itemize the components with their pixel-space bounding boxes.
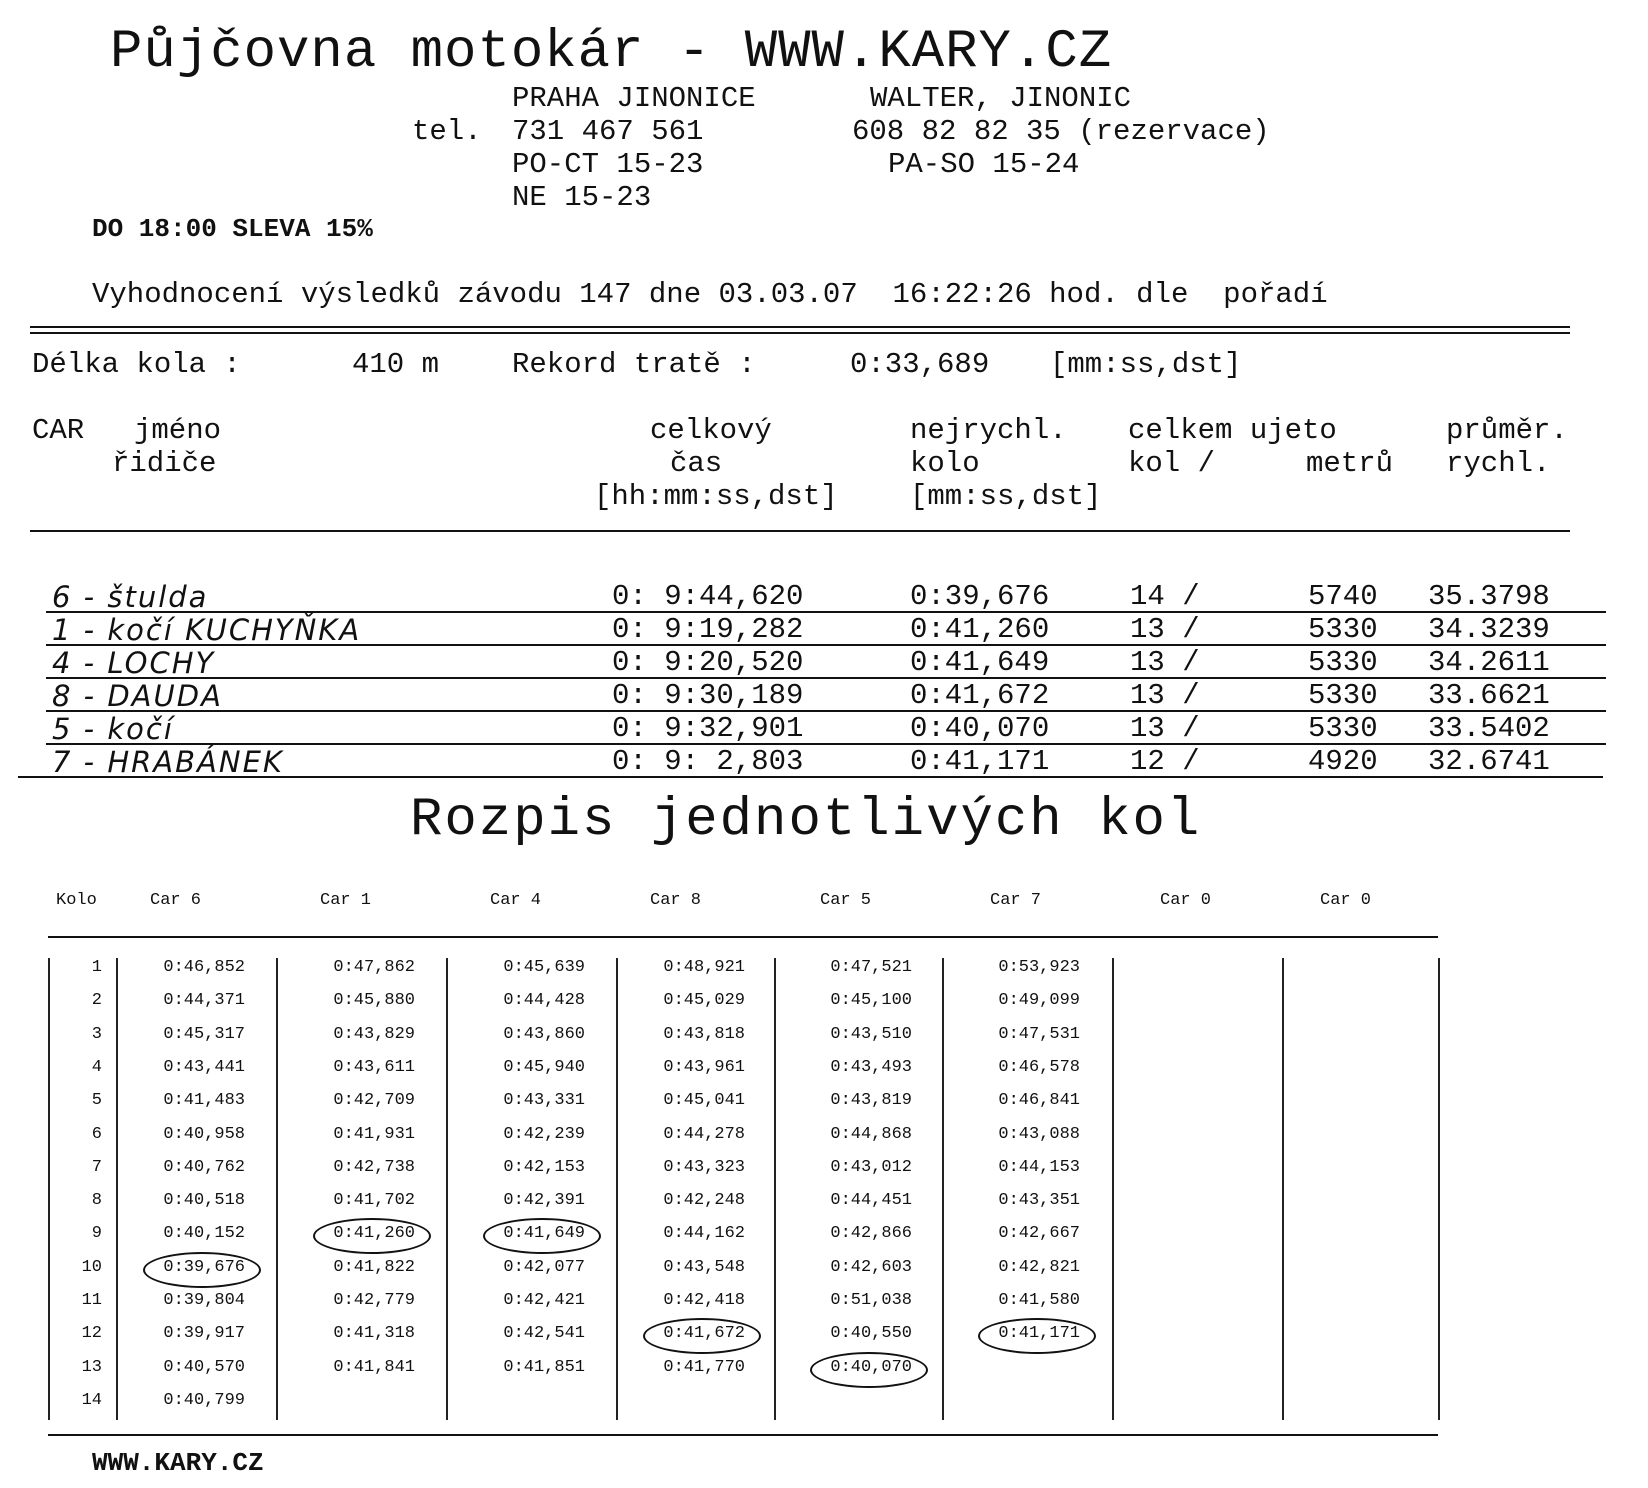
lap-time: 0:41,702 xyxy=(333,1191,415,1211)
lap-time: 0:41,770 xyxy=(663,1357,745,1377)
lap-number: 6 xyxy=(91,1124,102,1144)
lap-time: 0:44,153 xyxy=(998,1157,1080,1177)
lap-time: 0:45,041 xyxy=(663,1091,745,1111)
fastest-lap: 0:40,070 xyxy=(910,712,1050,745)
lap-time: 0:43,961 xyxy=(663,1057,745,1077)
lap-time: 0:40,070 xyxy=(830,1357,912,1377)
divider xyxy=(30,332,1570,334)
lap-time: 0:40,958 xyxy=(163,1124,245,1144)
meters: 5330 xyxy=(1308,679,1378,712)
lap-length-label: Délka kola : xyxy=(32,348,241,381)
lap-time: 0:42,391 xyxy=(503,1191,585,1211)
lap-time: 0:46,852 xyxy=(163,958,245,977)
fastest-lap: 0:41,171 xyxy=(910,745,1050,778)
lap-number: 13 xyxy=(81,1357,102,1377)
column-separator xyxy=(116,958,118,1420)
lap-time: 0:43,323 xyxy=(663,1157,745,1177)
col-avg-2: rychl. xyxy=(1446,447,1551,480)
lap-number: 8 xyxy=(91,1191,102,1211)
driver-name: 5 - kočí xyxy=(52,712,174,746)
best-lap-circle xyxy=(143,1252,261,1288)
lap-time: 0:41,841 xyxy=(333,1357,415,1377)
lap-time: 0:42,667 xyxy=(998,1224,1080,1244)
lap-time: 0:43,818 xyxy=(663,1024,745,1044)
lap-time: 0:47,531 xyxy=(998,1024,1080,1044)
record-value: 0:33,689 xyxy=(850,348,990,381)
discount-note: DO 18:00 SLEVA 15% xyxy=(92,214,373,244)
col-car: CAR xyxy=(32,414,85,447)
total-time: 0: 9: 2,803 xyxy=(612,745,804,778)
lap-time: 0:41,580 xyxy=(998,1291,1080,1310)
lap-time: 0:43,510 xyxy=(830,1024,912,1044)
lap-time: 0:47,862 xyxy=(333,958,415,977)
result-row xyxy=(0,580,1648,613)
lap-time: 0:42,248 xyxy=(663,1191,745,1211)
lap-time: 0:42,077 xyxy=(503,1257,585,1277)
hours-1: PO-CT 15-23 xyxy=(512,148,704,181)
col-total-2: čas xyxy=(670,447,723,480)
lap-time: 0:39,676 xyxy=(163,1257,245,1277)
lap-time: 0:42,821 xyxy=(998,1257,1080,1277)
lap-number: 2 xyxy=(91,991,102,1011)
lap-time: 0:41,171 xyxy=(998,1324,1080,1344)
lap-col-header: Kolo xyxy=(56,891,97,910)
col-total-3: [hh:mm:ss,dst] xyxy=(594,480,838,513)
lap-time: 0:41,649 xyxy=(503,1224,585,1244)
lap-time: 0:45,317 xyxy=(163,1024,245,1044)
car-col-header: Car 1 xyxy=(320,891,372,910)
lap-number: 4 xyxy=(91,1057,102,1077)
lap-time: 0:41,260 xyxy=(333,1224,415,1244)
lap-time: 0:43,819 xyxy=(830,1091,912,1111)
car-col-header: Car 0 xyxy=(1320,891,1372,910)
total-time: 0: 9:20,520 xyxy=(612,646,804,679)
hours-2: PA-SO 15-24 xyxy=(888,148,1080,181)
lap-time: 0:43,829 xyxy=(333,1024,415,1044)
lap-time: 0:41,931 xyxy=(333,1124,415,1144)
car-col-header: Car 6 xyxy=(150,891,202,910)
lap-time: 0:42,153 xyxy=(503,1157,585,1177)
col-laps: celkem ujeto xyxy=(1128,414,1337,447)
lap-time: 0:41,318 xyxy=(333,1324,415,1344)
driver-name: 8 - DAUDA xyxy=(52,679,223,713)
lap-time: 0:42,541 xyxy=(503,1324,585,1344)
lap-time: 0:45,880 xyxy=(333,991,415,1011)
lap-time: 0:44,451 xyxy=(830,1191,912,1211)
hours-3: NE 15-23 xyxy=(512,181,652,214)
lap-number: 14 xyxy=(81,1390,102,1410)
column-separator xyxy=(1112,958,1114,1420)
col-avg: průměr. xyxy=(1446,414,1568,447)
meters: 5330 xyxy=(1308,646,1378,679)
lap-time: 0:39,917 xyxy=(163,1324,245,1344)
lap-time: 0:40,550 xyxy=(830,1324,912,1344)
avg-speed: 32.6741 xyxy=(1428,745,1550,778)
avg-speed: 33.6621 xyxy=(1428,679,1550,712)
lap-time: 0:44,868 xyxy=(830,1124,912,1144)
best-lap-circle xyxy=(810,1352,928,1388)
lap-time: 0:46,841 xyxy=(998,1091,1080,1111)
meters: 5330 xyxy=(1308,613,1378,646)
lap-time: 0:42,603 xyxy=(830,1257,912,1277)
avg-speed: 34.3239 xyxy=(1428,613,1550,646)
lap-time: 0:43,860 xyxy=(503,1024,585,1044)
lap-time: 0:43,088 xyxy=(998,1124,1080,1144)
avg-speed: 35.3798 xyxy=(1428,580,1550,613)
total-time: 0: 9:32,901 xyxy=(612,712,804,745)
divider xyxy=(30,326,1570,328)
result-row xyxy=(0,646,1648,679)
record-unit: [mm:ss,dst] xyxy=(1050,348,1242,381)
phone-1: 731 467 561 xyxy=(512,115,704,148)
laps-count: 12 / xyxy=(1130,745,1200,778)
lap-time: 0:42,779 xyxy=(333,1291,415,1310)
lap-number: 9 xyxy=(91,1224,102,1244)
divider xyxy=(30,530,1570,532)
column-separator xyxy=(446,958,448,1420)
location-1: PRAHA JINONICE xyxy=(512,82,756,115)
lap-time: 0:48,921 xyxy=(663,958,745,977)
meters: 5740 xyxy=(1308,580,1378,613)
page-title: Půjčovna motokár - WWW.KARY.CZ xyxy=(110,22,1113,83)
fastest-lap: 0:41,260 xyxy=(910,613,1050,646)
laps-title: Rozpis jednotlivých kol xyxy=(410,790,1202,851)
result-row xyxy=(0,613,1648,646)
fastest-lap: 0:39,676 xyxy=(910,580,1050,613)
lap-time: 0:44,371 xyxy=(163,991,245,1011)
lap-time: 0:43,331 xyxy=(503,1091,585,1111)
meters: 5330 xyxy=(1308,712,1378,745)
column-separator xyxy=(48,958,50,1420)
phone-2: 608 82 82 35 (rezervace) xyxy=(852,115,1270,148)
lap-time: 0:43,012 xyxy=(830,1157,912,1177)
result-row xyxy=(0,745,1648,778)
lap-time: 0:40,762 xyxy=(163,1157,245,1177)
meters: 4920 xyxy=(1308,745,1378,778)
col-fastest-2: kolo xyxy=(910,447,980,480)
lap-time: 0:41,822 xyxy=(333,1257,415,1277)
total-time: 0: 9:19,282 xyxy=(612,613,804,646)
lap-time: 0:47,521 xyxy=(830,958,912,977)
total-time: 0: 9:30,189 xyxy=(612,679,804,712)
lap-time: 0:39,804 xyxy=(163,1291,245,1310)
lap-time: 0:42,239 xyxy=(503,1124,585,1144)
driver-name: 1 - kočí KUCHYŇKA xyxy=(52,613,362,647)
lap-time: 0:43,611 xyxy=(333,1057,415,1077)
lap-time: 0:45,100 xyxy=(830,991,912,1011)
lap-time: 0:42,866 xyxy=(830,1224,912,1244)
lap-time: 0:41,851 xyxy=(503,1357,585,1377)
lap-number: 10 xyxy=(81,1257,102,1277)
total-time: 0: 9:44,620 xyxy=(612,580,804,613)
avg-speed: 33.5402 xyxy=(1428,712,1550,745)
column-separator xyxy=(616,958,618,1420)
laps-count: 13 / xyxy=(1130,712,1200,745)
col-driver: jméno xyxy=(134,414,222,447)
location-2: WALTER, JINONIC xyxy=(870,82,1132,115)
lap-number: 7 xyxy=(91,1157,102,1177)
laps-count: 13 / xyxy=(1130,646,1200,679)
lap-time: 0:41,483 xyxy=(163,1091,245,1111)
col-total: celkový xyxy=(650,414,772,447)
lap-time: 0:44,278 xyxy=(663,1124,745,1144)
phone-label: tel. xyxy=(412,115,482,148)
lap-time: 0:49,099 xyxy=(998,991,1080,1011)
lap-time: 0:40,152 xyxy=(163,1224,245,1244)
lap-time: 0:42,421 xyxy=(503,1291,585,1310)
record-label: Rekord tratě : xyxy=(512,348,756,381)
laps-count: 13 / xyxy=(1130,679,1200,712)
col-fastest: nejrychl. xyxy=(910,414,1067,447)
col-meters: metrů xyxy=(1306,447,1394,480)
evaluation-line: Vyhodnocení výsledků závodu 147 dne 03.03.07 16:22:26 hod. dle pořadí xyxy=(92,278,1328,311)
lap-number: 3 xyxy=(91,1024,102,1044)
lap-time: 0:43,441 xyxy=(163,1057,245,1077)
col-driver-2: řidiče xyxy=(112,447,217,480)
lap-length-value: 410 m xyxy=(352,348,440,381)
lap-time: 0:40,518 xyxy=(163,1191,245,1211)
column-separator xyxy=(1282,958,1284,1420)
laps-count: 14 / xyxy=(1130,580,1200,613)
car-col-header: Car 7 xyxy=(990,891,1042,910)
column-separator xyxy=(276,958,278,1420)
driver-name: 7 - HRABÁNEK xyxy=(52,745,284,779)
col-laps-2: kol / xyxy=(1128,447,1216,480)
laps-count: 13 / xyxy=(1130,613,1200,646)
car-col-header: Car 0 xyxy=(1160,891,1212,910)
avg-speed: 34.2611 xyxy=(1428,646,1550,679)
car-col-header: Car 8 xyxy=(650,891,702,910)
lap-time: 0:44,428 xyxy=(503,991,585,1011)
fastest-lap: 0:41,672 xyxy=(910,679,1050,712)
lap-time: 0:41,672 xyxy=(663,1324,745,1344)
column-separator xyxy=(1438,958,1440,1420)
lap-number: 1 xyxy=(91,958,102,977)
lap-time: 0:42,738 xyxy=(333,1157,415,1177)
lap-time: 0:40,799 xyxy=(163,1390,245,1410)
result-row xyxy=(0,679,1648,712)
lap-number: 5 xyxy=(91,1091,102,1111)
column-separator xyxy=(942,958,944,1420)
col-fastest-3: [mm:ss,dst] xyxy=(910,480,1102,513)
lap-time: 0:42,709 xyxy=(333,1091,415,1111)
car-col-header: Car 5 xyxy=(820,891,872,910)
lap-number: 12 xyxy=(81,1324,102,1344)
driver-name: 4 - LOCHY xyxy=(52,646,216,680)
lap-time: 0:46,578 xyxy=(998,1057,1080,1077)
lap-number: 11 xyxy=(81,1291,102,1310)
lap-time: 0:43,493 xyxy=(830,1057,912,1077)
footer-url: WWW.KARY.CZ xyxy=(92,1448,264,1478)
lap-time: 0:45,940 xyxy=(503,1057,585,1077)
column-separator xyxy=(774,958,776,1420)
driver-name: 6 - štulda xyxy=(52,580,209,614)
lap-time: 0:44,162 xyxy=(663,1224,745,1244)
lap-time: 0:43,548 xyxy=(663,1257,745,1277)
lap-time: 0:45,639 xyxy=(503,958,585,977)
lap-time: 0:53,923 xyxy=(998,958,1080,977)
lap-time: 0:45,029 xyxy=(663,991,745,1011)
fastest-lap: 0:41,649 xyxy=(910,646,1050,679)
lap-time: 0:42,418 xyxy=(663,1291,745,1310)
lap-time: 0:51,038 xyxy=(830,1291,912,1310)
lap-time: 0:40,570 xyxy=(163,1357,245,1377)
result-row xyxy=(0,712,1648,745)
car-col-header: Car 4 xyxy=(490,891,542,910)
lap-time: 0:43,351 xyxy=(998,1191,1080,1211)
row-underline xyxy=(18,776,1603,778)
